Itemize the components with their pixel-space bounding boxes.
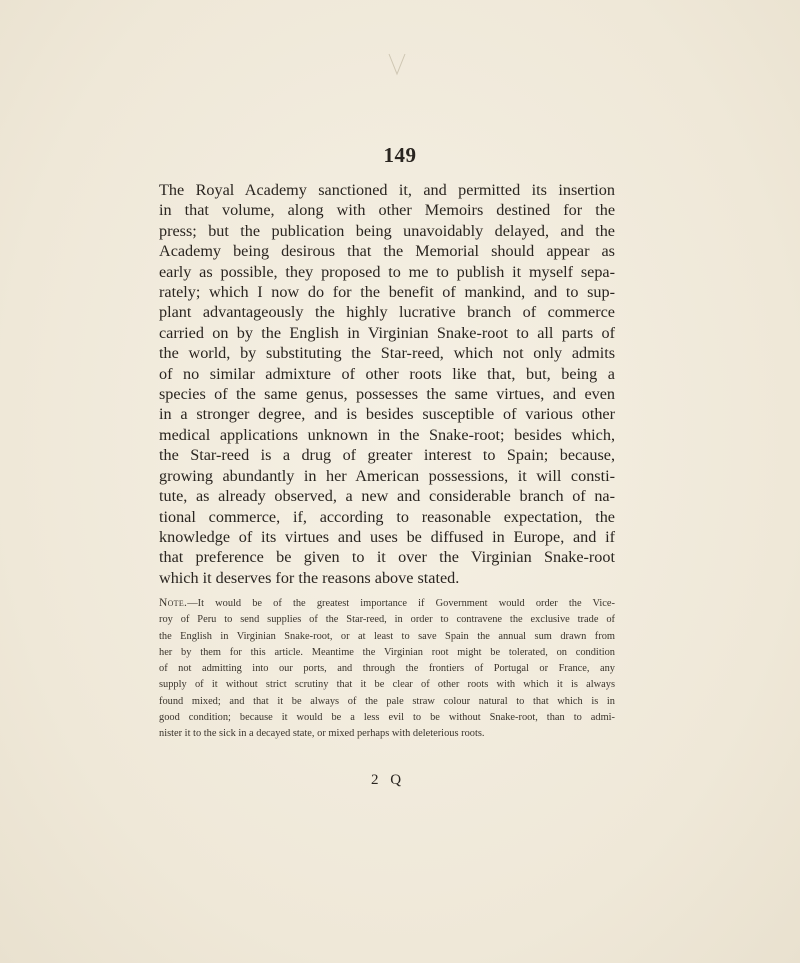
note-line: roy of Peru to send supplies of the Star-reed, in order to contravene the exclusive trade of <box>159 614 615 626</box>
note-line: of not admitting into our ports, and through the frontiers of Portugal or France, any <box>159 663 615 675</box>
body-line: which it deserves for the reasons above stated. <box>159 568 460 587</box>
signature-mark: 2 Q <box>370 772 406 788</box>
body-line: in that volume, along with other Memoirs destined for the <box>159 201 615 220</box>
body-line: of no similar admixture of other roots like that, but, being a <box>159 364 615 383</box>
note-line: nister it to the sick in a decayed state, or mixed perhaps with deleterious roots. <box>159 728 485 740</box>
body-line: plant advantageously the highly lucrative branch of commerce <box>159 303 615 322</box>
body-line: carried on by the English in Virginian Snake-root to all parts of <box>159 323 615 342</box>
note-line: the English in Virginian Snake-root, or at least to save Spain the annual sum drawn from <box>159 630 615 642</box>
body-line: The Royal Academy sanctioned it, and permitted its insertion <box>159 181 615 199</box>
footnote <box>159 595 615 743</box>
body-line: in a stronger degree, and is besides susceptible of various other <box>159 405 615 424</box>
body-line: Academy being desirous that the Memorial should appear as <box>159 242 615 261</box>
body-line: press; but the publication being unavoidably delayed, and the <box>159 221 615 240</box>
body-line: species of the same genus, possesses the same virtues, and even <box>159 385 615 404</box>
body-line: growing abundantly in her American possessions, it will consti- <box>159 466 615 485</box>
body-paragraph <box>159 180 615 588</box>
page-crease-mark <box>387 52 407 80</box>
body-line: that preference be given to it over the Virginian Snake-root <box>159 548 615 567</box>
body-line: rately; which I now do for the benefit of mankind, and to sup- <box>159 283 615 302</box>
note-line: found mixed; and that it be always of the pale straw colour natural to that which is in <box>159 695 615 707</box>
page-number: 149 <box>383 143 417 167</box>
body-line: the Star-reed is a drug of greater interest to Spain; because, <box>159 446 615 465</box>
body-line: knowledge of its virtues and uses be diffused in Europe, and if <box>159 527 615 546</box>
body-line: medical applications unknown in the Snake-root; besides which, <box>159 425 615 444</box>
body-line: early as possible, they proposed to me to publish it myself sepa- <box>159 262 615 281</box>
body-line: the world, by substituting the Star-reed, which not only admits <box>159 344 615 363</box>
note-line <box>159 595 615 612</box>
note-line: her by them for this article. Meantime the Virginian root might be tolerated, on condition <box>159 646 615 658</box>
note-line: good condition; because it would be a less evil to be without Snake-root, than to admi- <box>159 712 615 724</box>
body-line: tute, as already observed, a new and considerable branch of na- <box>159 487 615 506</box>
note-label: Note. <box>159 597 188 609</box>
note-first-line-text: —It would be of the greatest importance if Government would order the Vice- <box>187 598 615 609</box>
note-line: supply of it without strict scrutiny that it be clear of other roots with which it is always <box>159 679 615 691</box>
body-line: tional commerce, if, according to reasonable expectation, the <box>159 507 615 526</box>
